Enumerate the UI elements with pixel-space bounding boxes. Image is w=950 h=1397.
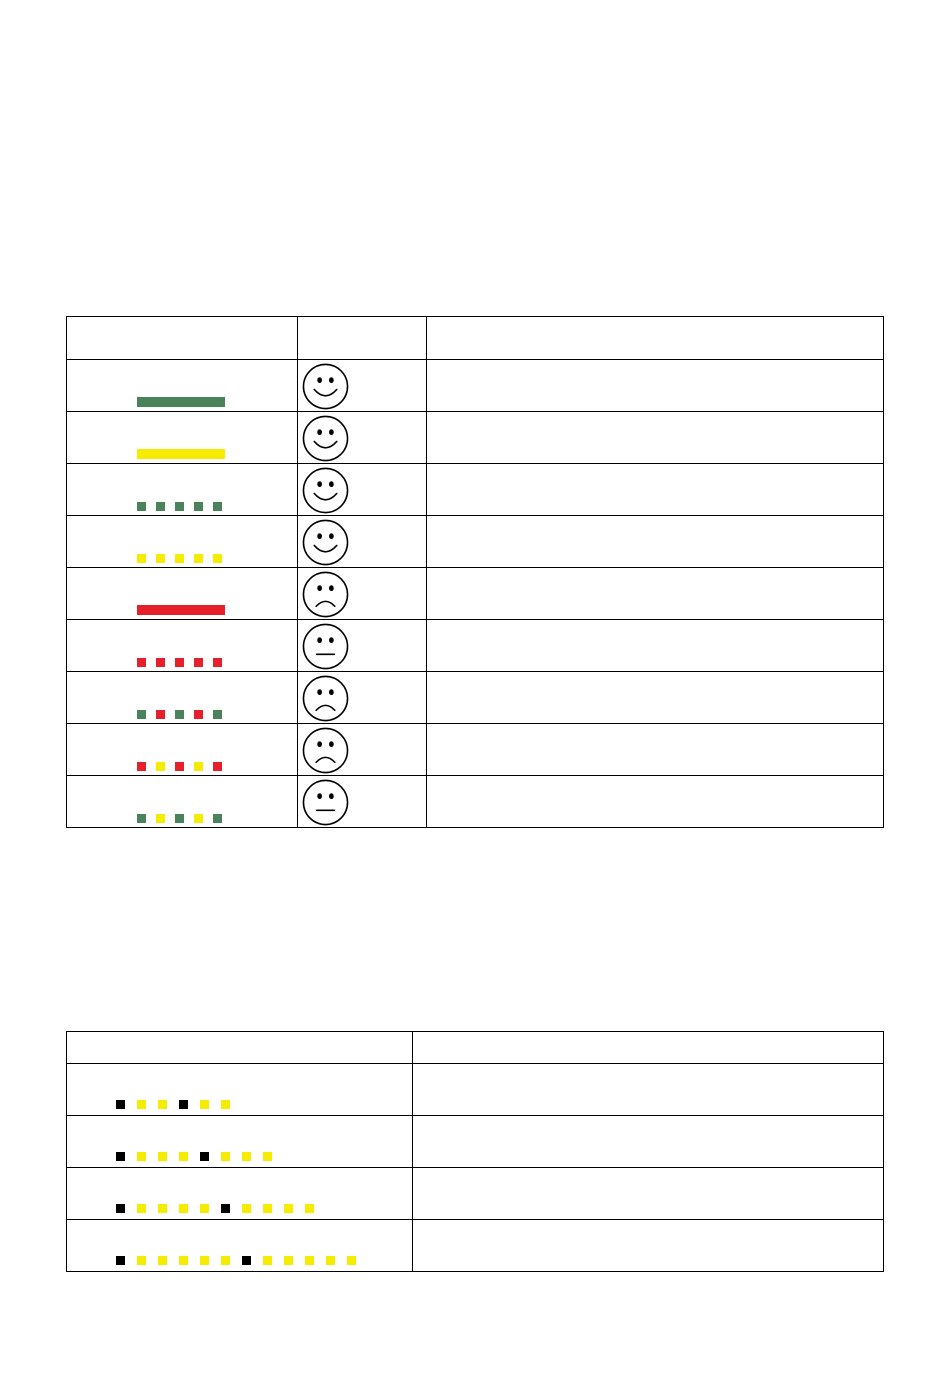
frown-face-icon	[302, 727, 349, 774]
led-dot-red	[156, 710, 165, 719]
smile-face-icon	[302, 415, 349, 462]
status-icon-cell	[298, 724, 427, 776]
pattern-dot-black	[116, 1256, 125, 1265]
status-icon-cell	[298, 568, 427, 620]
pattern-dot-yellow	[137, 1256, 146, 1265]
led-solid-green	[137, 397, 225, 407]
status-row	[67, 776, 884, 828]
pattern-header-row	[67, 1032, 884, 1064]
pattern-row	[67, 1220, 884, 1272]
meaning-cell-text	[427, 405, 883, 411]
pattern-row	[67, 1064, 884, 1116]
status-header-row	[67, 317, 884, 360]
meaning-cell	[427, 360, 884, 412]
pattern-description-cell-text	[413, 1213, 883, 1219]
led-dot-green	[175, 502, 184, 511]
meaning-cell	[427, 776, 884, 828]
led-blink-pattern	[137, 710, 222, 719]
header-meaning-text	[427, 353, 883, 359]
led-solid-yellow	[137, 449, 225, 459]
pattern-dot-black	[179, 1100, 188, 1109]
pattern-dot-yellow	[263, 1204, 272, 1213]
meaning-cell	[427, 568, 884, 620]
led-cell	[67, 412, 298, 464]
pattern-description-cell	[413, 1116, 884, 1168]
pattern-dot-yellow	[158, 1100, 167, 1109]
meaning-cell	[427, 672, 884, 724]
pattern-description-cell-text	[413, 1109, 883, 1115]
meaning-cell-text	[427, 613, 883, 619]
pattern-dot-yellow	[158, 1204, 167, 1213]
smile-face-icon	[302, 363, 349, 410]
header-led-text	[67, 353, 297, 359]
led-blink-pattern	[137, 762, 222, 771]
status-row	[67, 516, 884, 568]
pattern-dot-yellow	[242, 1204, 251, 1213]
led-dot-red	[137, 658, 146, 667]
led-cell	[67, 776, 298, 828]
pattern-dot-black	[116, 1204, 125, 1213]
status-row	[67, 724, 884, 776]
header-meaning	[427, 317, 884, 360]
pattern-dot-yellow	[158, 1152, 167, 1161]
led-cell	[67, 360, 298, 412]
led-dot-red	[213, 658, 222, 667]
led-cell	[67, 672, 298, 724]
blink-sequence	[116, 1152, 272, 1161]
led-dot-green	[175, 814, 184, 823]
led-dot-green	[213, 814, 222, 823]
pattern-dot-yellow	[200, 1204, 209, 1213]
blink-pattern-table-body	[67, 1032, 884, 1272]
status-row	[67, 568, 884, 620]
led-status-table-body	[67, 317, 884, 828]
led-cell	[67, 568, 298, 620]
header-status	[298, 317, 427, 360]
led-dot-green	[175, 710, 184, 719]
pattern-dot-black	[116, 1152, 125, 1161]
pattern-dot-yellow	[242, 1152, 251, 1161]
led-status-table	[66, 316, 884, 828]
meaning-cell-text	[427, 457, 883, 463]
pattern-dot-yellow	[200, 1256, 209, 1265]
meaning-cell	[427, 464, 884, 516]
led-blink-pattern	[137, 554, 222, 563]
meaning-cell-text	[427, 561, 883, 567]
neutral-face-icon	[302, 779, 349, 826]
led-dot-yellow	[194, 554, 203, 563]
blink-sequence	[116, 1256, 356, 1265]
pattern-dot-yellow	[263, 1256, 272, 1265]
pattern-dot-yellow	[305, 1256, 314, 1265]
header-pattern	[67, 1032, 413, 1064]
led-blink-pattern	[137, 814, 222, 823]
led-dot-red	[175, 658, 184, 667]
pattern-dot-yellow	[137, 1100, 146, 1109]
meaning-cell-text	[427, 769, 883, 775]
meaning-cell	[427, 620, 884, 672]
status-icon-cell	[298, 464, 427, 516]
meaning-cell-text	[427, 509, 883, 515]
led-dot-red	[213, 762, 222, 771]
header-pattern-text	[67, 1057, 412, 1063]
status-row	[67, 620, 884, 672]
led-dot-yellow	[194, 762, 203, 771]
header-description-text	[413, 1057, 883, 1063]
smile-face-icon	[302, 519, 349, 566]
status-row	[67, 464, 884, 516]
pattern-description-cell	[413, 1220, 884, 1272]
led-dot-red	[194, 710, 203, 719]
led-dot-yellow	[194, 814, 203, 823]
neutral-face-icon	[302, 623, 349, 670]
pattern-dot-black	[242, 1256, 251, 1265]
pattern-dot-yellow	[158, 1256, 167, 1265]
pattern-dot-yellow	[326, 1256, 335, 1265]
led-dot-green	[213, 502, 222, 511]
pattern-description-cell	[413, 1168, 884, 1220]
meaning-cell	[427, 516, 884, 568]
blink-pattern-table	[66, 1031, 884, 1272]
pattern-cell	[67, 1168, 413, 1220]
led-cell	[67, 620, 298, 672]
pattern-dot-yellow	[284, 1204, 293, 1213]
led-dot-green	[137, 502, 146, 511]
pattern-dot-yellow	[263, 1152, 272, 1161]
header-led	[67, 317, 298, 360]
led-dot-yellow	[213, 554, 222, 563]
pattern-cell	[67, 1064, 413, 1116]
led-cell	[67, 724, 298, 776]
pattern-dot-yellow	[221, 1152, 230, 1161]
pattern-row	[67, 1116, 884, 1168]
pattern-cell	[67, 1220, 413, 1272]
pattern-dot-yellow	[200, 1100, 209, 1109]
pattern-dot-yellow	[137, 1204, 146, 1213]
status-row	[67, 672, 884, 724]
led-dot-yellow	[156, 762, 165, 771]
blink-sequence	[116, 1204, 314, 1213]
led-cell	[67, 464, 298, 516]
header-status-text	[298, 353, 426, 359]
pattern-dot-yellow	[179, 1152, 188, 1161]
pattern-dot-yellow	[179, 1256, 188, 1265]
pattern-row	[67, 1168, 884, 1220]
pattern-dot-yellow	[221, 1100, 230, 1109]
led-dot-yellow	[137, 554, 146, 563]
status-icon-cell	[298, 412, 427, 464]
blink-sequence	[116, 1100, 230, 1109]
meaning-cell-text	[427, 717, 883, 723]
pattern-dot-black	[221, 1204, 230, 1213]
meaning-cell	[427, 724, 884, 776]
pattern-description-cell-text	[413, 1265, 883, 1271]
status-row	[67, 412, 884, 464]
led-dot-green	[213, 710, 222, 719]
led-dot-yellow	[175, 554, 184, 563]
led-dot-green	[137, 710, 146, 719]
pattern-description-cell	[413, 1064, 884, 1116]
header-description	[413, 1032, 884, 1064]
frown-face-icon	[302, 571, 349, 618]
led-dot-green	[137, 814, 146, 823]
led-dot-red	[194, 658, 203, 667]
pattern-dot-black	[116, 1100, 125, 1109]
led-dot-red	[156, 658, 165, 667]
status-icon-cell	[298, 672, 427, 724]
led-dot-green	[156, 502, 165, 511]
led-cell	[67, 516, 298, 568]
led-dot-red	[175, 762, 184, 771]
status-icon-cell	[298, 360, 427, 412]
pattern-dot-yellow	[305, 1204, 314, 1213]
led-dot-red	[137, 762, 146, 771]
led-dot-yellow	[156, 814, 165, 823]
pattern-dot-yellow	[347, 1256, 356, 1265]
pattern-dot-yellow	[284, 1256, 293, 1265]
frown-face-icon	[302, 675, 349, 722]
led-dot-yellow	[156, 554, 165, 563]
status-row	[67, 360, 884, 412]
status-icon-cell	[298, 776, 427, 828]
pattern-cell	[67, 1116, 413, 1168]
led-solid-red	[137, 605, 225, 615]
smile-face-icon	[302, 467, 349, 514]
meaning-cell-text	[427, 821, 883, 827]
status-icon-cell	[298, 516, 427, 568]
meaning-cell	[427, 412, 884, 464]
pattern-dot-black	[200, 1152, 209, 1161]
led-blink-pattern	[137, 502, 222, 511]
led-blink-pattern	[137, 658, 222, 667]
pattern-dot-yellow	[137, 1152, 146, 1161]
pattern-dot-yellow	[221, 1256, 230, 1265]
pattern-dot-yellow	[179, 1204, 188, 1213]
status-icon-cell	[298, 620, 427, 672]
meaning-cell-text	[427, 665, 883, 671]
led-dot-green	[194, 502, 203, 511]
pattern-description-cell-text	[413, 1161, 883, 1167]
